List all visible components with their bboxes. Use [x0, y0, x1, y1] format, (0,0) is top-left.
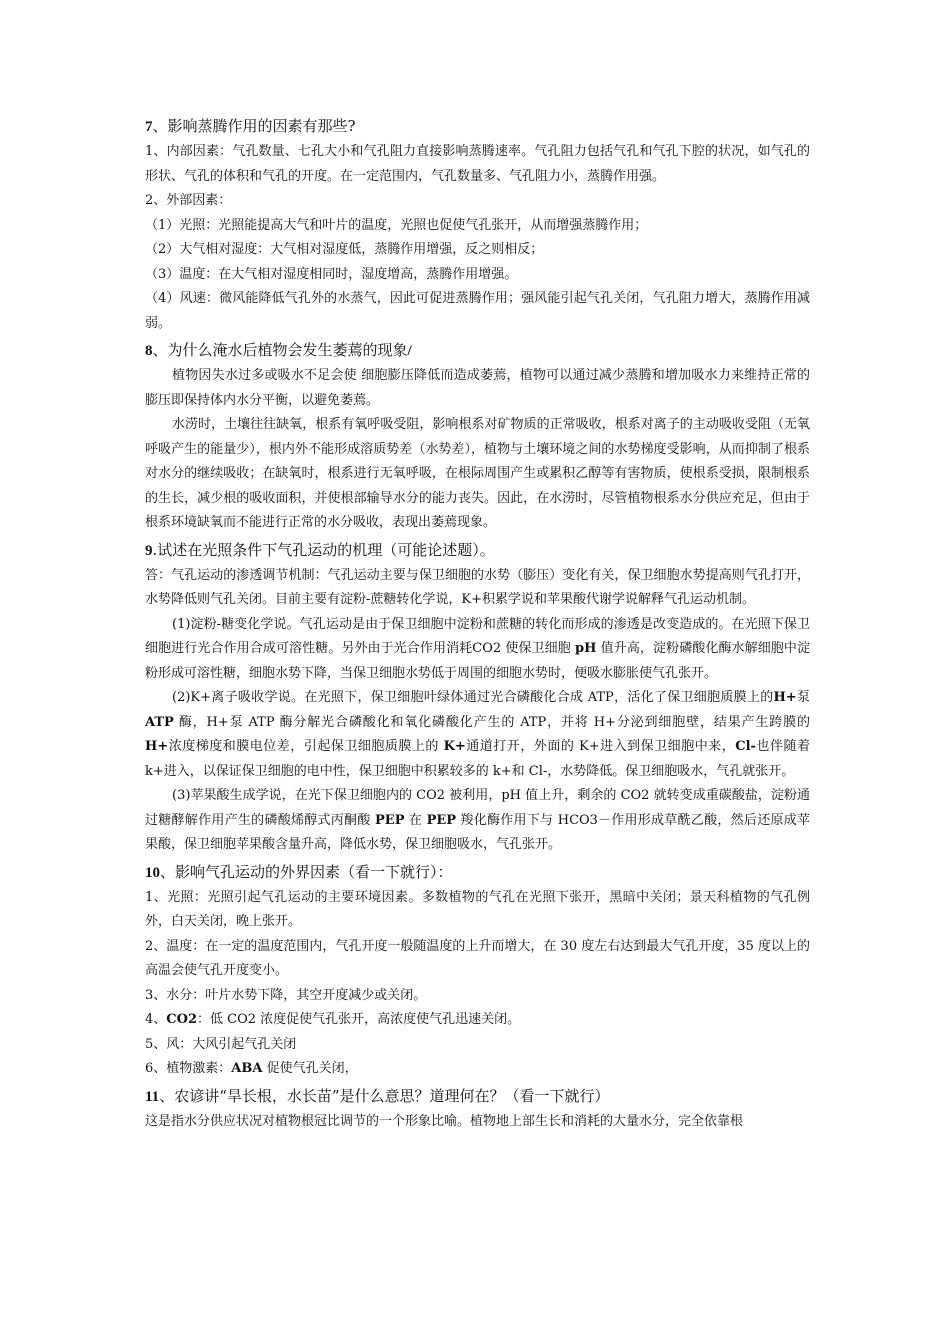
section-10-item-5: 5、风：大风引起气孔关闭: [145, 1036, 297, 1052]
section-11-title: 、农谚讲“旱长根，水长苗”是什么意思？道理何在？（看一下就行）: [159, 1086, 610, 1105]
section-10-item-1: 1、光照：光照引起气孔运动的主要环境因素。多数植物的气孔在光照下张开，黑暗中关闭；景天科植物的气孔例外，白天关闭，晚上张开。: [145, 889, 810, 929]
section-10-item-4: [145, 1008, 810, 1033]
section-7-title: 、影响蒸腾作用的因素有那些?: [152, 117, 356, 135]
section-9-theory-2: [145, 686, 810, 784]
bold-term: H+: [773, 690, 797, 705]
text-run: (3)苹果酸生成学说，在光下保卫细胞内的 CO2 被利用，pH 值上升，剩余的 CO2 就转变成重碳酸盐，淀粉通过糖酵解作用产生的磷酸烯醇式丙酮酸: [145, 788, 810, 828]
text-run: 6、植物激素：: [145, 1061, 232, 1076]
section-7-item-2: （2）大气相对湿度：大气相对湿度低，蒸腾作用增强，反之则相反；: [145, 242, 544, 257]
bold-term: ATP: [145, 714, 174, 730]
section-9-theory-1: [145, 613, 810, 687]
bold-term: H+: [145, 739, 169, 754]
section-9-theory-3: [145, 784, 810, 858]
text-run: 泵: [796, 690, 810, 705]
section-10-item-2: 2、温度：在一定的温度范围内，气孔开度一般随温度的上升而增大，在 30 度左右达到最大气孔开度，35 度以上的高温会使气孔开度变小。: [145, 938, 810, 978]
text-run: 促使气孔关闭，: [262, 1061, 358, 1076]
text-run: ：低 CO2 浓度促使气孔张开，高浓度使气孔迅速关闭。: [197, 1012, 521, 1027]
bold-term: CO2: [166, 1012, 197, 1027]
text-run: (2)K+离子吸收学说。在光照下，保卫细胞叶绿体通过光合磷酸化合成 ATP，活化了保卫细胞质膜上的: [172, 690, 774, 705]
section-9-number: 9: [145, 542, 153, 559]
section-8-paragraph-2: 水涝时，土壤往往缺氧，根系有氧呼吸受阻，影响根系对矿物质的正常吸收，根系对离子的主动吸收受阻（无氧呼吸产生的能量少），根内外不能形成溶质势差（水势差），植物与土壤环境之间的水势梯度受影响，从而抑制了根系对水分的继续吸收；在缺氧时，根系进行无氧呼吸，在根际周围产生或累积乙醇等有害物质，使根系受损，限制根系的生长，减少根的吸收面积，并使根部输导水分的能力丧失。因此，在水涝时，尽管植物根系水分供应充足，但由于根系环境缺氧而不能进行正常的水分吸收，表现出萎蔫现象。: [145, 417, 810, 530]
text-run: 羧化酶作用下与 HCO3－作用形成草酰乙酸，然后还原成苹果酸，保卫细胞苹果酸含量升高，降低水势，保卫细胞吸水，气孔张开。: [145, 812, 811, 852]
bold-term: pH: [575, 641, 597, 656]
section-11-paragraph-1: 这是指水分供应状况对植物根冠比调节的一个形象比喻。植物地上部生长和消耗的大量水分，完全依靠根: [145, 1113, 744, 1129]
bold-term: PEP: [375, 812, 405, 828]
section-9-answer: 答：气孔运动的渗透调节机制：气孔运动主要与保卫细胞的水势（膨压）变化有关，保卫细胞水势提高则气孔打开，水势降低则气孔关闭。目前主要有淀粉-蔗糖转化学说，K+积累学说和苹果酸代谢学说解释气孔运动机制。: [145, 567, 810, 607]
section-8-title: 、为什么淹水后植物会发生萎蔫的现象: [152, 341, 408, 359]
text-run: 浓度梯度和膜电位差，引起保卫细胞质膜上的: [168, 739, 444, 754]
section-10-number: 10: [145, 864, 160, 881]
text-run: 在: [404, 812, 427, 828]
section-7-item-4: （4）风速：微风能降低气孔外的水蒸气，因此可促进蒸腾作用；强风能引起气孔关闭，气孔阻力增大，蒸腾作用减弱。: [145, 291, 810, 331]
section-11-number: 11: [145, 1088, 160, 1105]
section-8-heading: [145, 337, 810, 364]
section-7-item-3: （3）温度：在大气相对湿度相同时，湿度增高，蒸腾作用增强。: [145, 266, 518, 282]
bold-term: PEP: [426, 812, 457, 828]
section-7-number: 7: [145, 119, 153, 135]
section-11-heading: [145, 1083, 810, 1110]
section-8-number: 8: [145, 343, 153, 359]
section-7-paragraph-2: 2、外部因素：: [145, 193, 232, 208]
section-10-title: 、影响气孔运动的外界因素（看一下就行）：: [160, 862, 453, 881]
document-page: [145, 112, 810, 1134]
section-9-title: .试述在光照条件下气孔运动的机理（可能论述题）。: [152, 540, 495, 559]
section-7-item-1: （1）光照：光照能提高大气和叶片的温度，光照也促使气孔张开，从而增强蒸腾作用；: [145, 217, 648, 233]
text-run: 通道打开，外面的 K+进入到保卫细胞中来，: [465, 739, 736, 754]
bold-term: Cl-: [735, 739, 756, 754]
section-8-slash: /: [407, 343, 412, 359]
text-run: 4、: [145, 1012, 167, 1027]
text-run: 值升高，淀粉磷酸化酶水解细胞中淀粉形成可溶性糖，细胞水势下降，当保卫细胞水势低于周围的细胞水势时，便吸水膨胀使气孔张开。: [145, 641, 811, 681]
section-10-item-3: 3、水分：叶片水势下降，其空开度减少或关闭。: [145, 987, 427, 1003]
text-run: (1)淀粉-糖变化学说。气孔运动是由于保卫细胞中淀粉和蔗糖的转化而形成的渗透是改变造成的。在光照下保卫细胞进行光合作用合成可溶性糖。另外由于光合作用消耗CO2 使保卫细胞: [145, 616, 810, 656]
section-9-heading: [145, 537, 810, 564]
section-10-item-6: [145, 1057, 810, 1082]
section-7-heading: [145, 113, 810, 140]
bold-term: ABA: [231, 1061, 263, 1076]
text-run: 也伴随着 k+进入，以保证保卫细胞的电中性，保卫细胞中积累较多的 k+和 Cl-，水势降低。保卫细胞吸水，气孔就张开。: [145, 739, 810, 779]
section-8-paragraph-1: 植物因失水过多或吸水不足会使 细胞膨压降低而造成萎蔫，植物可以通过减少蒸腾和增加吸水力来维持正常的膨压即保持体内水分平衡，以避免萎蔫。: [145, 368, 810, 408]
bold-term: K+: [443, 739, 466, 754]
text-run: 酶，H+泵 ATP 酶分解光合磷酸化和氧化磷酸化产生的 ATP，并将 H+分泌到细胞壁，结果产生跨膜的: [173, 714, 810, 730]
section-10-heading: [145, 859, 810, 886]
section-7-paragraph-1: 1、内部因素：气孔数量、七孔大小和气孔阻力直接影响蒸腾速率。气孔阻力包括气孔和气孔下腔的状况，如气孔的形状、气孔的体积和气孔的开度。在一定范围内，气孔数量多、气孔阻力小，蒸腾作用强。: [145, 144, 810, 184]
